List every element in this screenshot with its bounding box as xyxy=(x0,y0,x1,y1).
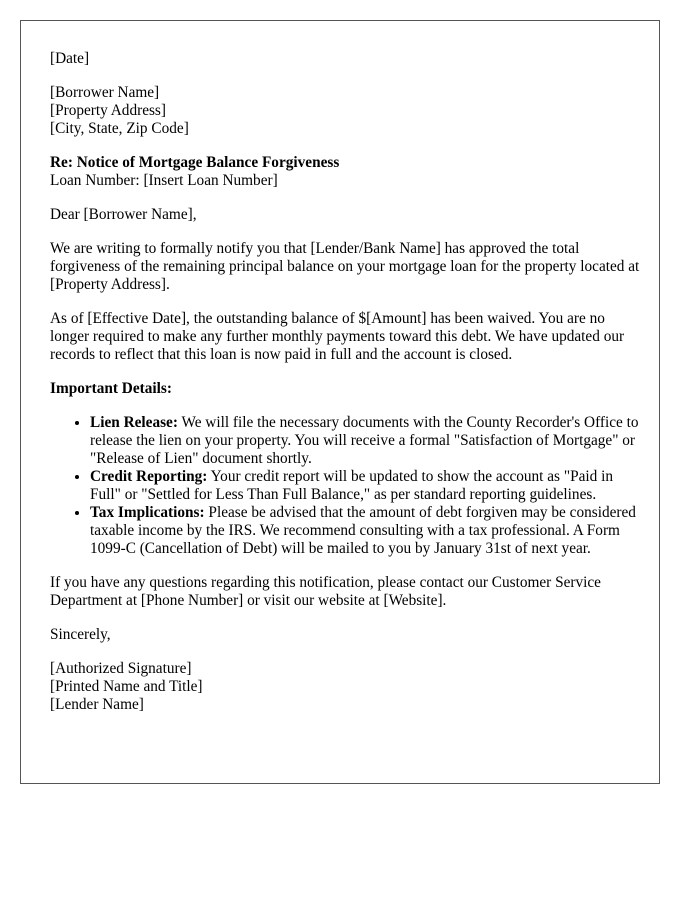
recipient-name: [Borrower Name] xyxy=(50,84,160,101)
details-item-term: Credit Reporting: xyxy=(90,468,208,485)
details-list xyxy=(50,414,640,558)
lender-name: [Lender Name] xyxy=(50,696,144,713)
details-item-credit-reporting xyxy=(90,468,640,504)
salutation: Dear [Borrower Name], xyxy=(50,206,197,223)
closing: Sincerely, xyxy=(50,626,111,643)
recipient-city-state-zip: [City, State, Zip Code] xyxy=(50,120,189,137)
printed-name-title: [Printed Name and Title] xyxy=(50,678,203,695)
loan-number: Loan Number: [Insert Loan Number] xyxy=(50,172,278,189)
contact-paragraph: If you have any questions regarding this notification, please contact our Customer Service Department at [Phone Number] or visit our website at [Website]. xyxy=(50,574,601,609)
details-item-lien-release xyxy=(90,414,640,468)
details-item-term: Tax Implications: xyxy=(90,504,205,521)
details-item-text: Your credit report will be updated to show the account as "Paid in Full" or "Settled for Less Than Full Balance," as per standard reporting guidelines. xyxy=(90,468,613,503)
body-paragraph-balance-waived: As of [Effective Date], the outstanding balance of $[Amount] has been waived. You are no longer required to make any further monthly payments toward this debt. We have updated our records to reflect that this loan is now paid in full and the account is closed. xyxy=(50,310,625,363)
date-block xyxy=(50,50,640,68)
letter-body xyxy=(50,50,640,730)
subject-line: Re: Notice of Mortgage Balance Forgiveness xyxy=(50,154,340,171)
letter-frame xyxy=(20,20,660,784)
body-paragraph-notification: We are writing to formally notify you that [Lender/Bank Name] has approved the total forgiveness of the remaining principal balance on your mortgage loan for the property located at [Property Address]. xyxy=(50,240,640,293)
details-item-text: Please be advised that the amount of debt forgiven may be considered taxable income by the IRS. We recommend consulting with a tax professional. A Form 1099-C (Cancellation of Debt) will be mailed to you by January 31st of next year. xyxy=(90,504,636,557)
details-item-tax-implications xyxy=(90,504,640,558)
details-heading: Important Details: xyxy=(50,380,172,397)
subject-block xyxy=(50,154,640,190)
details-item-text: We will file the necessary documents with the County Recorder's Office to release the lien on your property. You will receive a formal "Satisfaction of Mortgage" or "Release of Lien" document shortly. xyxy=(90,414,639,467)
recipient-address: [Property Address] xyxy=(50,102,166,119)
recipient-address-block xyxy=(50,84,640,138)
details-item-term: Lien Release: xyxy=(90,414,178,431)
authorized-signature: [Authorized Signature] xyxy=(50,660,192,677)
signature-block xyxy=(50,660,640,714)
letter-date: [Date] xyxy=(50,50,90,67)
